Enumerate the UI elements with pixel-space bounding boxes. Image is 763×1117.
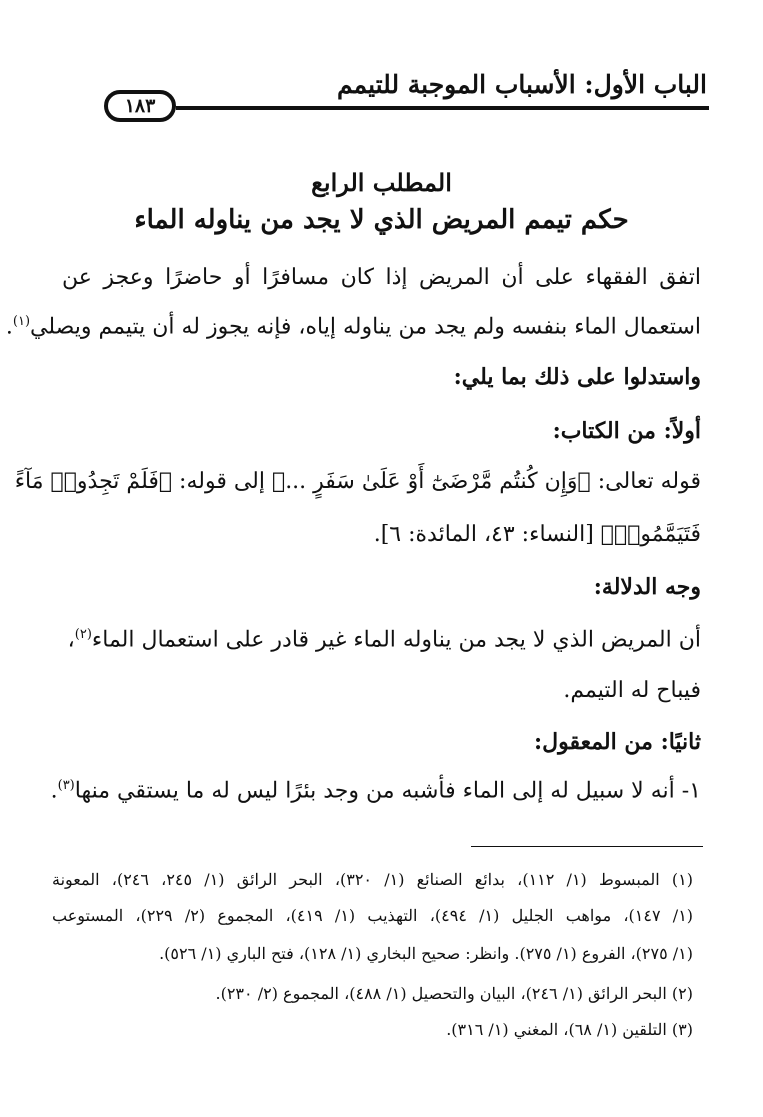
paragraph-text: ١- أنه لا سبيل له إلى الماء فأشبه من وجد بئرًا ليس له ما يستقي منها — [74, 778, 701, 804]
paragraph-line: اتفق الفقهاء على أن المريض إذا كان مسافرًا أو حاضرًا وعجز عن — [62, 265, 701, 290]
footnote-line: (١/ ٢٧٥)، الفروع (١/ ٢٧٥). وانظر: صحيح البخاري (١/ ١٢٨)، فتح الباري (١/ ٥٢٦). — [159, 944, 693, 963]
section-heading: ثانيًا: من المعقول: — [533, 729, 701, 755]
paragraph-text: أن المريض الذي لا يجد من يناوله الماء غير قادر على استعمال الماء — [91, 627, 701, 653]
footnote-line: (١) المبسوط (١/ ١١٢)، بدائع الصنائع (١/ ٣٢٠)، البحر الرائق (١/ ٢٤٥، ٢٤٦)، المعونة — [52, 870, 693, 889]
page-number: ١٨٣ — [104, 90, 176, 122]
paragraph-line — [68, 627, 701, 652]
footnote-line: (٢) البحر الرائق (١/ ٢٤٦)، البيان والتحصيل (١/ ٤٨٨)، المجموع (٢/ ٢٣٠). — [215, 984, 693, 1003]
footnote-reference: (٢) — [74, 627, 92, 642]
section-title: حكم تيمم المريض الذي لا يجد من يناوله الماء — [134, 205, 629, 235]
quran-quote-line: فَتَيَمَّمُوا۟﴾ [النساء: ٤٣، المائدة: ٦]. — [373, 522, 701, 547]
paragraph-text: استعمال الماء بنفسه ولم يجد من يناوله إياه، فإنه يجوز له أن يتيمم ويصلي — [30, 314, 701, 340]
footnote-separator — [471, 846, 703, 847]
punctuation: . — [5, 314, 13, 340]
section-subtitle: المطلب الرابع — [311, 168, 452, 197]
section-heading: وجه الدلالة: — [593, 574, 701, 600]
paragraph-line — [51, 778, 701, 803]
paragraph-line: واستدلوا على ذلك بما يلي: — [453, 364, 701, 390]
running-title: الباب الأول: الأسباب الموجبة للتيمم — [337, 70, 707, 99]
paragraph-line — [6, 314, 701, 339]
footnote-reference: (١) — [12, 314, 31, 329]
punctuation: ، — [67, 627, 75, 653]
footnote-line: (١/ ١٤٧)، مواهب الجليل (١/ ٤٩٤)، التهذيب (١/ ٤١٩)، المجموع (٢/ ٢٢٩)، المستوعب — [52, 906, 694, 925]
punctuation: . — [50, 778, 58, 804]
quran-quote-line: قوله تعالى: ﴿وَإِن كُنتُم مَّرْضَىٰٓ أَوْ عَلَىٰ سَفَرٍ ...﴾ إلى قوله: ﴿فَلَمْ تَجِدُوا۟ مَآءً — [14, 469, 701, 494]
section-heading: أولاً: من الكتاب: — [552, 418, 701, 444]
paragraph-line: فيباح له التيمم. — [563, 678, 701, 703]
footnote-reference: (٣) — [57, 778, 75, 793]
header-rule — [176, 106, 709, 110]
footnote-line: (٣) التلقين (١/ ٦٨)، المغني (١/ ٣١٦). — [446, 1020, 693, 1039]
